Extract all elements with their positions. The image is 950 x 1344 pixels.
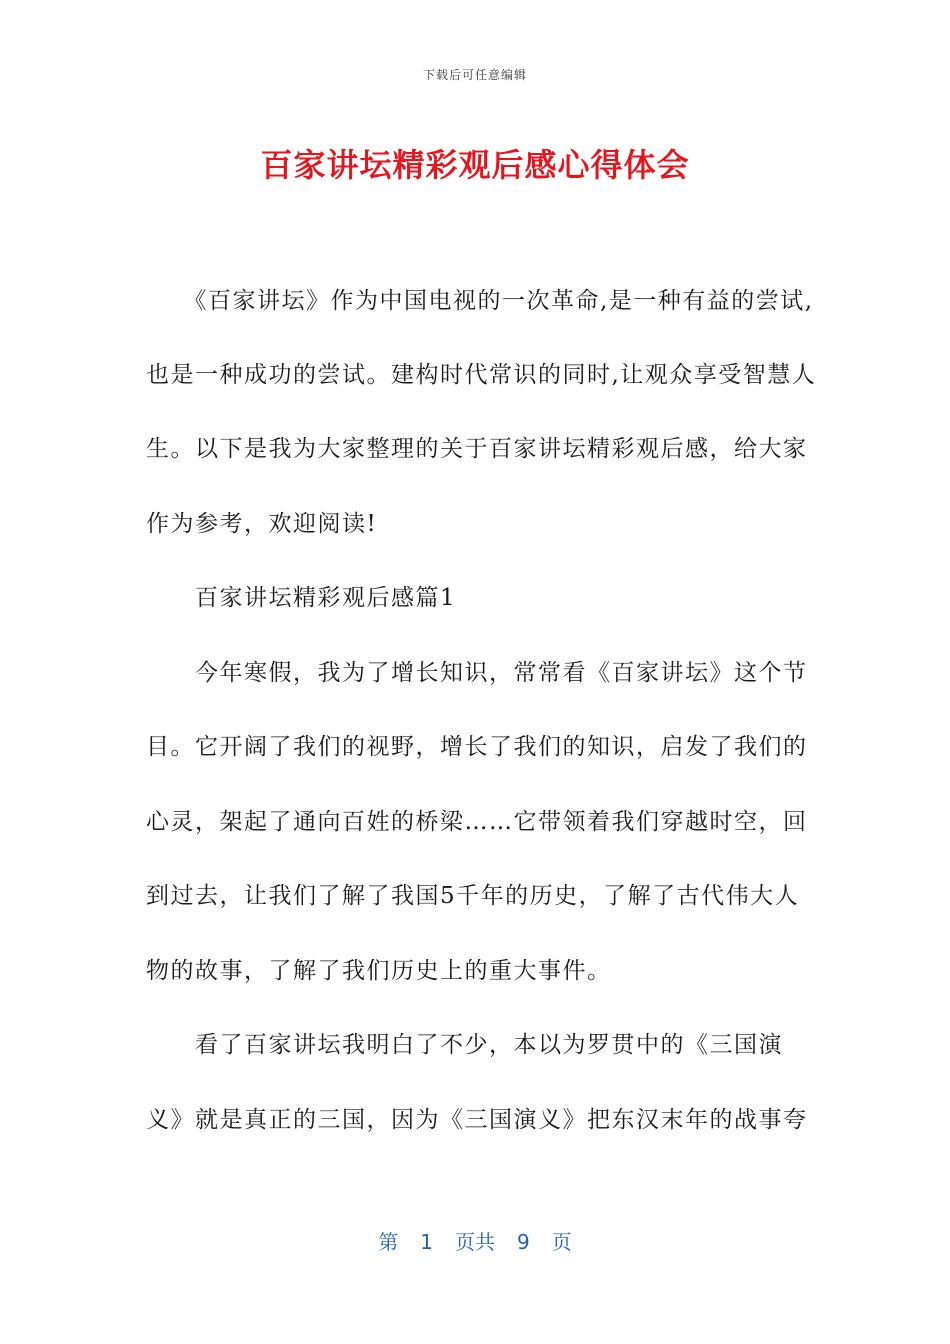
body-line: 看了百家讲坛我明白了不少，本以为罗贯中的《三国演 (146, 1032, 783, 1058)
body-line: 《百家讲坛》作为中国电视的一次革命,是一种有益的尝试, (146, 288, 814, 314)
document-title: 百家讲坛精彩观后感心得体会 (260, 146, 690, 184)
header-note: 下载后可任意编辑 (422, 68, 527, 82)
body-line: 到过去，让我们了解了我国5千年的历史，了解了古代伟大人 (146, 883, 800, 909)
current-page-number: 1 (420, 1230, 433, 1254)
body-line: 也是一种成功的尝试。建构时代常识的同时,让观众享受智慧人 (146, 362, 817, 388)
footer-prefix: 第 (378, 1230, 399, 1254)
body-line: 今年寒假，我为了增长知识，常常看《百家讲坛》这个节 (146, 660, 808, 686)
body-line: 心灵，架起了通向百姓的桥梁……它带领着我们穿越时空，回 (146, 809, 808, 835)
footer-suffix: 页 (551, 1230, 572, 1254)
body-line: 物的故事，了解了我们历史上的重大事件。 (146, 958, 612, 984)
body-line: 义》就是真正的三国，因为《三国演义》把东汉末年的战事夸 (146, 1107, 808, 1133)
page-footer (0, 1226, 950, 1255)
total-page-number: 9 (517, 1230, 530, 1254)
footer-middle: 页共 (455, 1230, 495, 1254)
section-heading: 百家讲坛精彩观后感篇1 (146, 585, 457, 611)
body-line: 目。它开阔了我们的视野，增长了我们的知识，启发了我们的 (146, 734, 808, 760)
body-line: 生。以下是我为大家整理的关于百家讲坛精彩观后感，给大家 (146, 436, 808, 462)
body-line: 作为参考，欢迎阅读! (146, 511, 378, 537)
